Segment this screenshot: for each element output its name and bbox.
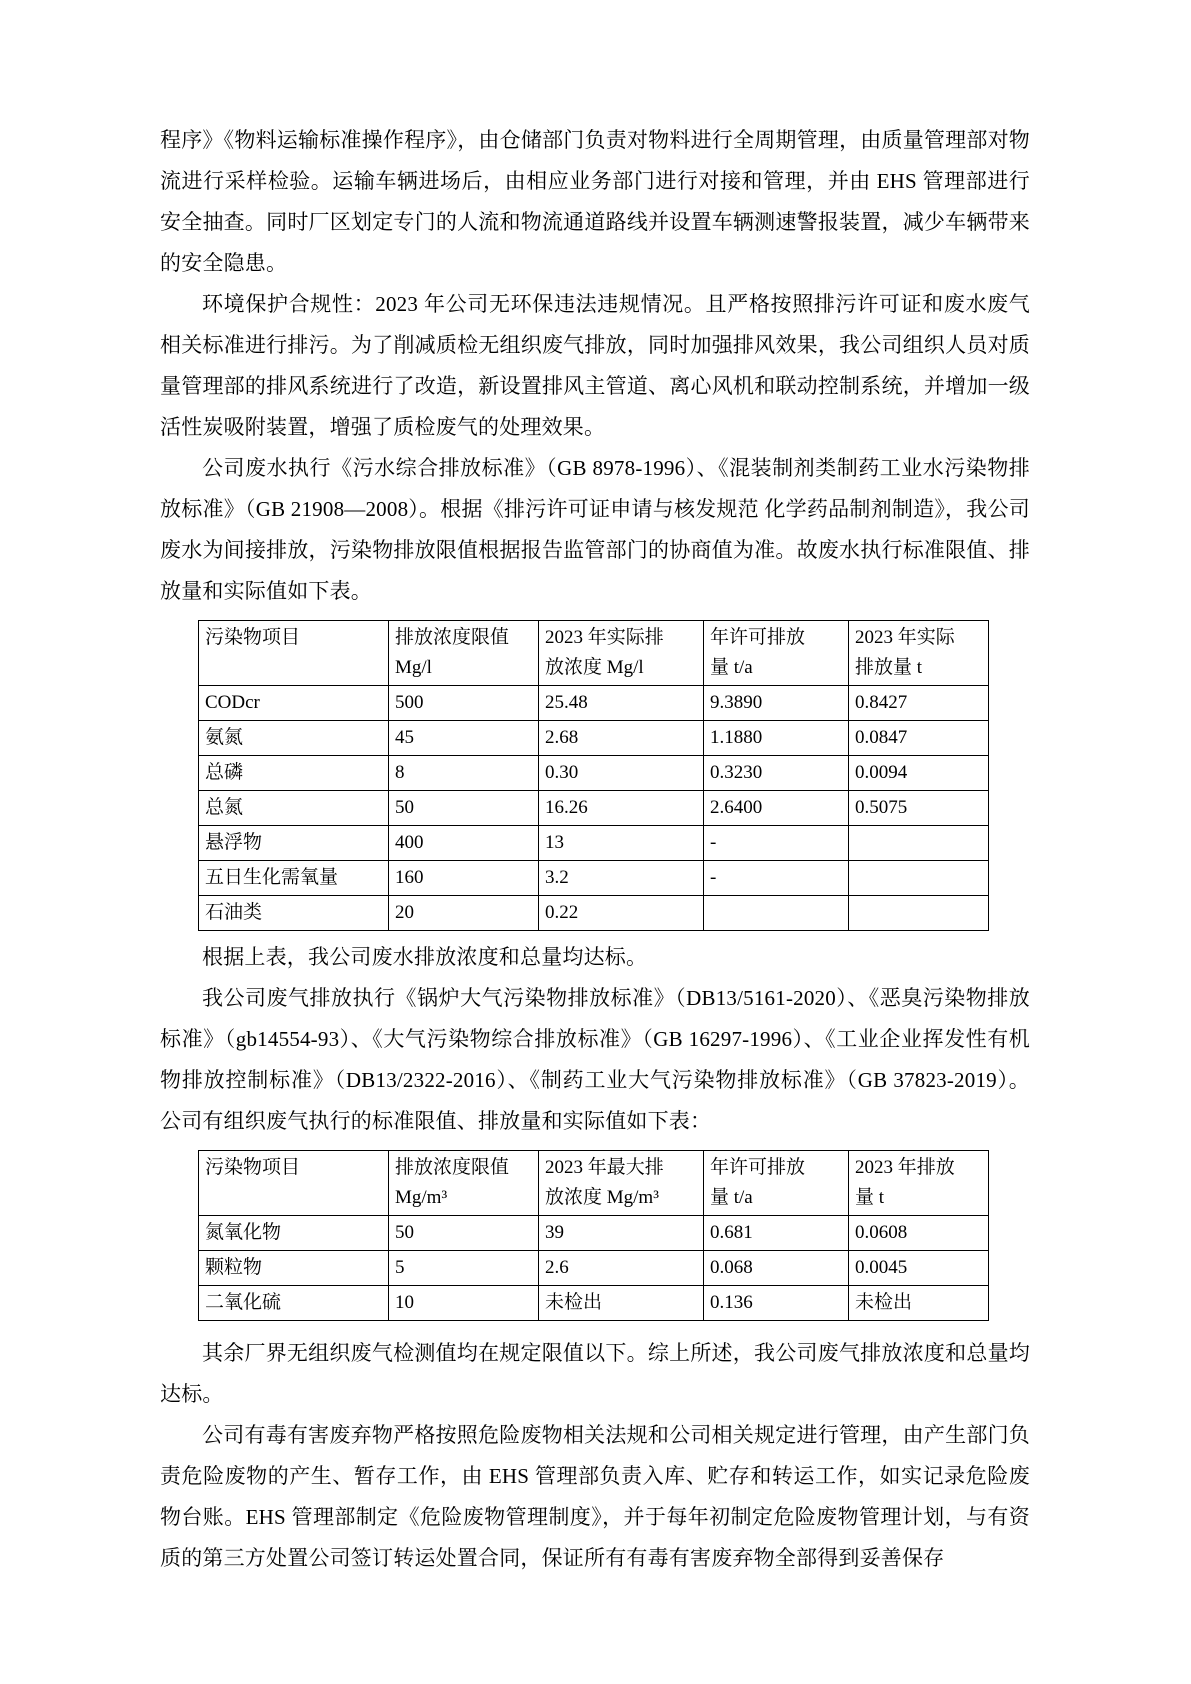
table-header-cell — [199, 621, 389, 686]
header-line-2: 放浓度 Mg/m³ — [545, 1187, 659, 1208]
table-cell: 0.8427 — [849, 686, 989, 721]
header-line-2: 排放量 t — [855, 657, 923, 678]
header-line-2: 放浓度 Mg/l — [545, 657, 644, 678]
table-cell: 0.0094 — [849, 756, 989, 791]
header-line-1: 年许可排放 — [710, 1157, 806, 1178]
paragraph-continuation: 程序》《物料运输标准操作程序》，由仓储部门负责对物料进行全周期管理，由质量管理部对物流进行采样检验。运输车辆进场后，由相应业务部门进行对接和管理，并由 EHS 管理部进行安全抽查。同时厂区划定专门的人流和物流通道路线并设置车辆测速警报装置，减少车辆带来的安全隐患。 — [160, 128, 1030, 275]
table-cell: 悬浮物 — [199, 826, 389, 861]
header-line-1: 2023 年实际排 — [545, 627, 664, 648]
table-row — [199, 861, 989, 896]
table-header-row — [199, 621, 989, 686]
header-line-1: 年许可排放 — [710, 627, 806, 648]
header-line-1: 2023 年排放 — [855, 1157, 955, 1178]
table-cell: 0.3230 — [704, 756, 849, 791]
header-line-2: 量 t — [855, 1187, 885, 1208]
table-cell — [849, 896, 989, 931]
header-line-2: Mg/m³ — [395, 1187, 448, 1208]
table-header-row — [199, 1151, 989, 1216]
header-line-1: 2023 年实际 — [855, 627, 955, 648]
table-cell: 0.0045 — [849, 1251, 989, 1286]
table-row — [199, 721, 989, 756]
table-header-cell — [849, 621, 989, 686]
table-cell: 2.6 — [539, 1251, 704, 1286]
table-header-cell — [849, 1151, 989, 1216]
table-cell: 39 — [539, 1216, 704, 1251]
paragraph-wastegas-standards: 我公司废气排放执行《锅炉大气污染物排放标准》（DB13/5161-2020）、《恶臭污染物排放标准》（gb14554-93）、《大气污染物综合排放标准》（GB 16297-1996）、《工业企业挥发性有机物排放控制标准》（DB13/2322-2016）、《制药工业大气污染物排放标准》（GB 37823-2019）。公司有组织废气执行的标准限值、排放量和实际值如下表： — [160, 986, 1030, 1133]
table-header-cell — [704, 1151, 849, 1216]
paragraph-environmental-compliance: 环境保护合规性：2023 年公司无环保违法违规情况。且严格按照排污许可证和废水废气相关标准进行排污。为了削减质检无组织废气排放，同时加强排风效果，我公司组织人员对质量管理部的排风系统进行了改造，新设置排风主管道、离心风机和联动控制系统，并增加一级活性炭吸附装置，增强了质检废气的处理效果。 — [160, 292, 1030, 439]
table-header-cell — [389, 621, 539, 686]
table-cell: 总磷 — [199, 756, 389, 791]
table-cell: 10 — [389, 1286, 539, 1321]
table-cell: 50 — [389, 791, 539, 826]
table-cell: 五日生化需氧量 — [199, 861, 389, 896]
table-row — [199, 756, 989, 791]
table-cell: 氮氧化物 — [199, 1216, 389, 1251]
table-cell: 25.48 — [539, 686, 704, 721]
table-header-cell — [199, 1151, 389, 1216]
table-cell: 50 — [389, 1216, 539, 1251]
table-cell: 未检出 — [849, 1286, 989, 1321]
header-line-2: 量 t/a — [710, 1187, 753, 1208]
table-cell: 0.30 — [539, 756, 704, 791]
table-row — [199, 686, 989, 721]
paragraph-wastewater-standards: 公司废水执行《污水综合排放标准》（GB 8978-1996）、《混装制剂类制药工业水污染物排放标准》（GB 21908—2008）。根据《排污许可证申请与核发规范 化学药品制剂制造》，我公司废水为间接排放，污染物排放限值根据报告监管部门的协商值为准。故废水执行标准限值、排放量和实际值如下表。 — [160, 456, 1030, 603]
table-row — [199, 1251, 989, 1286]
table-cell: - — [704, 826, 849, 861]
table-cell: 0.068 — [704, 1251, 849, 1286]
header-line-2: Mg/l — [395, 657, 432, 678]
table-header-cell — [539, 621, 704, 686]
table-cell: 石油类 — [199, 896, 389, 931]
table-cell: 2.68 — [539, 721, 704, 756]
table-cell: CODcr — [199, 686, 389, 721]
table-row — [199, 1286, 989, 1321]
table-row — [199, 826, 989, 861]
wastewater-emissions-table — [198, 620, 989, 931]
paragraph-wastegas-conclusion: 其余厂界无组织废气检测值均在规定限值以下。综上所述，我公司废气排放浓度和总量均达标。 — [160, 1341, 1030, 1406]
table-cell — [849, 861, 989, 896]
header-line-1: 排放浓度限值 — [395, 627, 510, 648]
header-line-1: 排放浓度限值 — [395, 1157, 510, 1178]
table-cell: 0.22 — [539, 896, 704, 931]
table-cell: 0.5075 — [849, 791, 989, 826]
table-cell: 二氧化硫 — [199, 1286, 389, 1321]
table-cell: 160 — [389, 861, 539, 896]
table-cell: 500 — [389, 686, 539, 721]
table-cell: 400 — [389, 826, 539, 861]
table-cell: 0.136 — [704, 1286, 849, 1321]
table-cell — [849, 826, 989, 861]
table-header-cell — [389, 1151, 539, 1216]
table-row — [199, 1216, 989, 1251]
header-line-2: 量 t/a — [710, 657, 753, 678]
table-cell: 3.2 — [539, 861, 704, 896]
table-header-cell — [704, 621, 849, 686]
table-cell: 20 — [389, 896, 539, 931]
table-cell: 总氮 — [199, 791, 389, 826]
table-cell: 16.26 — [539, 791, 704, 826]
table-cell: 45 — [389, 721, 539, 756]
header-line-1: 污染物项目 — [205, 1157, 301, 1178]
table-cell: 2.6400 — [704, 791, 849, 826]
table-cell — [704, 896, 849, 931]
table-cell: 1.1880 — [704, 721, 849, 756]
table-cell: 未检出 — [539, 1286, 704, 1321]
table-header-cell — [539, 1151, 704, 1216]
paragraph-wastewater-conclusion: 根据上表，我公司废水排放浓度和总量均达标。 — [202, 945, 648, 969]
header-line-1: 污染物项目 — [205, 627, 301, 648]
table-cell: 0.681 — [704, 1216, 849, 1251]
table-row — [199, 896, 989, 931]
table-cell: 颗粒物 — [199, 1251, 389, 1286]
table-cell: 5 — [389, 1251, 539, 1286]
document-body — [160, 120, 1030, 1579]
header-line-1: 2023 年最大排 — [545, 1157, 664, 1178]
table-cell: 氨氮 — [199, 721, 389, 756]
paragraph-hazardous-waste: 公司有毒有害废弃物严格按照危险废物相关法规和公司相关规定进行管理，由产生部门负责危险废物的产生、暂存工作，由 EHS 管理部负责入库、贮存和转运工作，如实记录危险废物台账。EHS 管理部制定《危险废物管理制度》，并于每年初制定危险废物管理计划，与有资质的第三方处置公司签订转运处置合同，保证所有有毒有害废弃物全部得到妥善保存 — [160, 1423, 1030, 1570]
waste-gas-emissions-table — [198, 1150, 989, 1321]
table-cell: 9.3890 — [704, 686, 849, 721]
table-row — [199, 791, 989, 826]
table-cell: 13 — [539, 826, 704, 861]
table-cell: 0.0847 — [849, 721, 989, 756]
table-cell: 8 — [389, 756, 539, 791]
table-cell: 0.0608 — [849, 1216, 989, 1251]
table-cell: - — [704, 861, 849, 896]
